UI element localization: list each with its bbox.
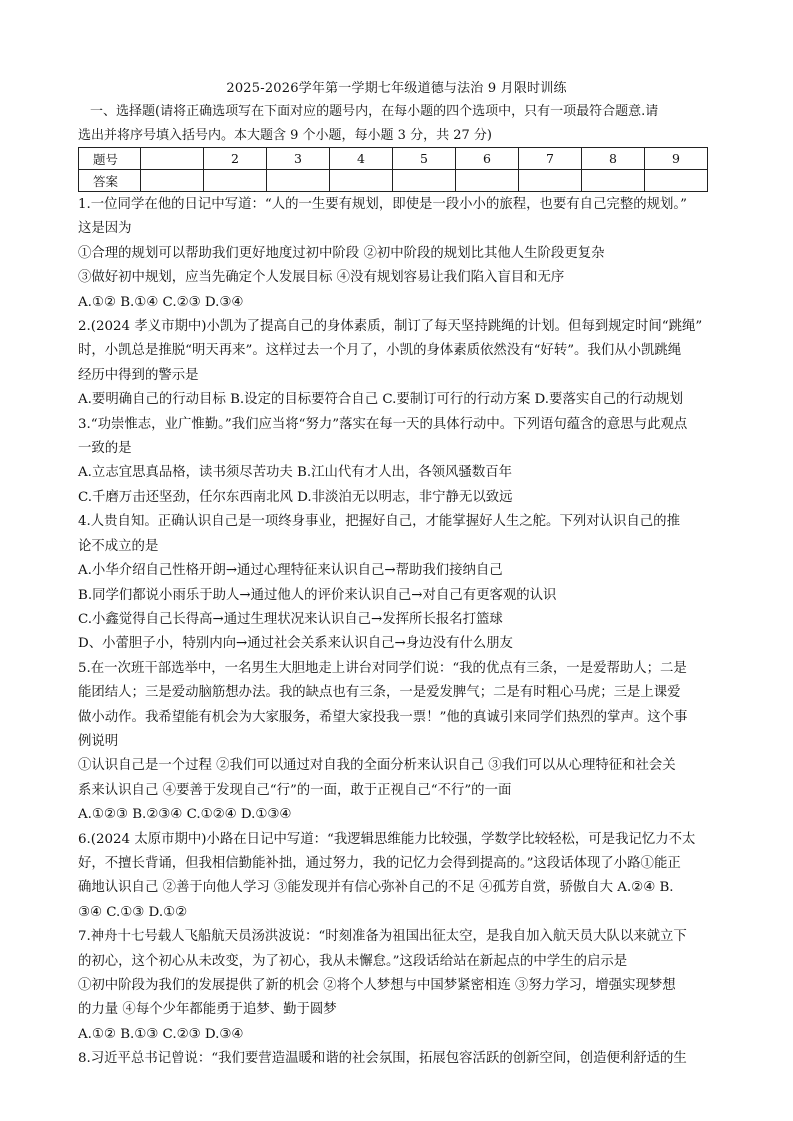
text-line: D、小蕾胆子小，特别内向→通过社会关系来认识自己→身边没有什么朋友 [78,636,513,652]
answer-row [79,170,708,192]
text-line: 好，不擅长背诵，但我相信勤能补拙，通过努力，我的记忆力会得到提高的。”这段话体现了小路①能正 [78,855,681,871]
text-line: A.①② B.①④ C.②③ D.③④ [78,294,244,310]
question-number-cell: 7 [519,148,582,170]
text-line: 3.“功崇惟志，业广惟勤。”我们应当将“努力”落实在每一天的具体行动中。下列语句蕴含的意思与此观点 [78,416,688,432]
text-line: ③做好初中规划，应当先确定个人发展目标 ④没有规划容易让我们陷入盲目和无序 [78,270,565,286]
answer-cell[interactable] [519,170,582,192]
text-line: 例说明 [78,733,119,749]
answer-table [78,147,708,192]
text-line: ③④ C.①③ D.①② [78,904,188,920]
section-instructions [78,100,730,148]
text-line: 1.一位同学在他的日记中写道：“人的一生要有规划，即使是一段小小的旅程，也要有自己完整的规划。” [78,197,687,212]
text-line: ①合理的规划可以帮助我们更好地度过初中阶段 ②初中阶段的规划比其他人生阶段更复杂 [78,245,605,261]
answer-cell[interactable] [582,170,645,192]
text-line: A.立志宜思真品格，读书须尽苦功夫 B.江山代有才人出，各领风骚数百年 [78,465,512,481]
question-number-cell: 8 [582,148,645,170]
question-number-cell: 3 [267,148,330,170]
answer-cell[interactable] [645,170,708,192]
text-line: A.①② B.①③ C.②③ D.③④ [78,1026,244,1042]
text-line: 一致的是 [78,441,132,457]
text-line: 8.习近平总书记曾说：“我们要营造温暖和谐的社会氛围，拓展包容活跃的创新空间，创造便利舒适的生 [78,1051,687,1067]
text-line: ①认识自己是一个过程 ②我们可以通过对自我的全面分析来认识自己 ③我们可以从心理特征和社会关 [78,758,676,774]
text-line: 论不成立的是 [78,538,159,554]
text-line: 7.神舟十七号载人飞船航天员汤洪波说：“时刻准备为祖国出征太空，是我自加入航天员大队以来就立下 [78,929,687,945]
text-line: C.小鑫觉得自己长得高→通过生理状况来认识自己→发挥所长报名打篮球 [78,611,503,627]
text-line: C.千磨万击还坚劲，任尔东西南北风 D.非淡泊无以明志，非宁静无以致远 [78,489,513,505]
answer-cell[interactable] [330,170,393,192]
text-line: 确地认识自己 ②善于向他人学习 ③能发现并有信心弥补自己的不足 ④孤芳自赏，骄傲自大 A.②④ B. [78,880,674,896]
text-line: 2.(2024 孝义市期中)小凯为了提高自己的身体素质，制订了每天坚持跳绳的计划。但每到规定时间“跳绳” [78,319,703,335]
text-line: A.①②③ B.②③④ C.①②④ D.①③④ [78,807,292,823]
row-header-answer: 答案 [79,170,141,192]
text-line: 6.(2024 太原市期中)小路在日记中写道：“我逻辑思维能力比较强，学数学比较轻松，可是我记忆力不太 [78,831,696,847]
text-line: 4.人贵自知。正确认识自己是一项终身事业，把握好自己，才能掌握好人生之舵。下列对认识自己的推 [78,514,680,530]
row-header-number: 题号 [79,148,141,170]
instruction-line-1: 一、选择题(请将正确选项写在下面对应的题号内，在每小题的四个选项中，只有一项最符合题意.请 [90,104,659,119]
question-number-cell: 6 [456,148,519,170]
text-line: 的初心，这个初心从未改变，为了初心，我从未懈怠。”这段话给站在新起点的中学生的启示是 [78,953,628,969]
question-number-cell [141,148,204,170]
question-number-cell: 4 [330,148,393,170]
answer-cell[interactable] [393,170,456,192]
questions-body [78,193,712,1072]
text-line: 的力量 ④每个少年都能勇于追梦、勤于圆梦 [78,1002,337,1018]
answer-cell[interactable] [267,170,330,192]
question-number-cell: 9 [645,148,708,170]
answer-cell[interactable] [141,170,204,192]
text-line: 能团结人；三是爱动脑筋想办法。我的缺点也有三条，一是爱发脾气；二是有时粗心马虎；三是上课爱 [78,685,681,701]
text-line: 时，小凯总是推脱“明天再来”。这样过去一个月了，小凯的身体素质依然没有“好转”。我们从小凯跳绳 [78,343,682,359]
question-number-cell: 5 [393,148,456,170]
text-line: B.同学们都说小雨乐于助人→通过他人的评价来认识自己→对自己有更客观的认识 [78,587,557,603]
text-line: 这是因为 [78,221,132,237]
text-line: 5.在一次班干部选举中，一名男生大胆地走上讲台对同学们说：“我的优点有三条，一是爱帮助人；二是 [78,660,687,676]
text-line: 做小动作。我希望能有机会为大家服务，希望大家投我一票！”他的真诚引来同学们热烈的掌声。这个事 [78,709,688,725]
question-number-row [79,148,708,170]
instruction-line-2: 选出并将序号填入括号内。本大题含 9 个小题，每小题 3 分，共 27 分) [78,128,492,143]
question-number-cell: 2 [204,148,267,170]
text-line: A.小华介绍自己性格开朗→通过心理特征来认识自己→帮助我们接纳自己 [78,563,503,579]
text-line: ①初中阶段为我们的发展提供了新的机会 ②将个人梦想与中国梦紧密相连 ③努力学习，增强实现梦想 [78,978,676,993]
answer-cell[interactable] [204,170,267,192]
text-line: 系来认识自己 ④要善于发现自己“行”的一面，敢于正视自己“不行”的一面 [78,782,512,798]
answer-cell[interactable] [456,170,519,192]
text-line: 经历中得到的警示是 [78,367,199,383]
text-line: A.要明确自己的行动目标 B.设定的目标要符合自己 C.要制订可行的行动方案 D.要落实自己的行动规划 [78,392,683,408]
page-title: 2025-2026学年第一学期七年级道德与法治 9 月限时训练 [226,81,567,96]
